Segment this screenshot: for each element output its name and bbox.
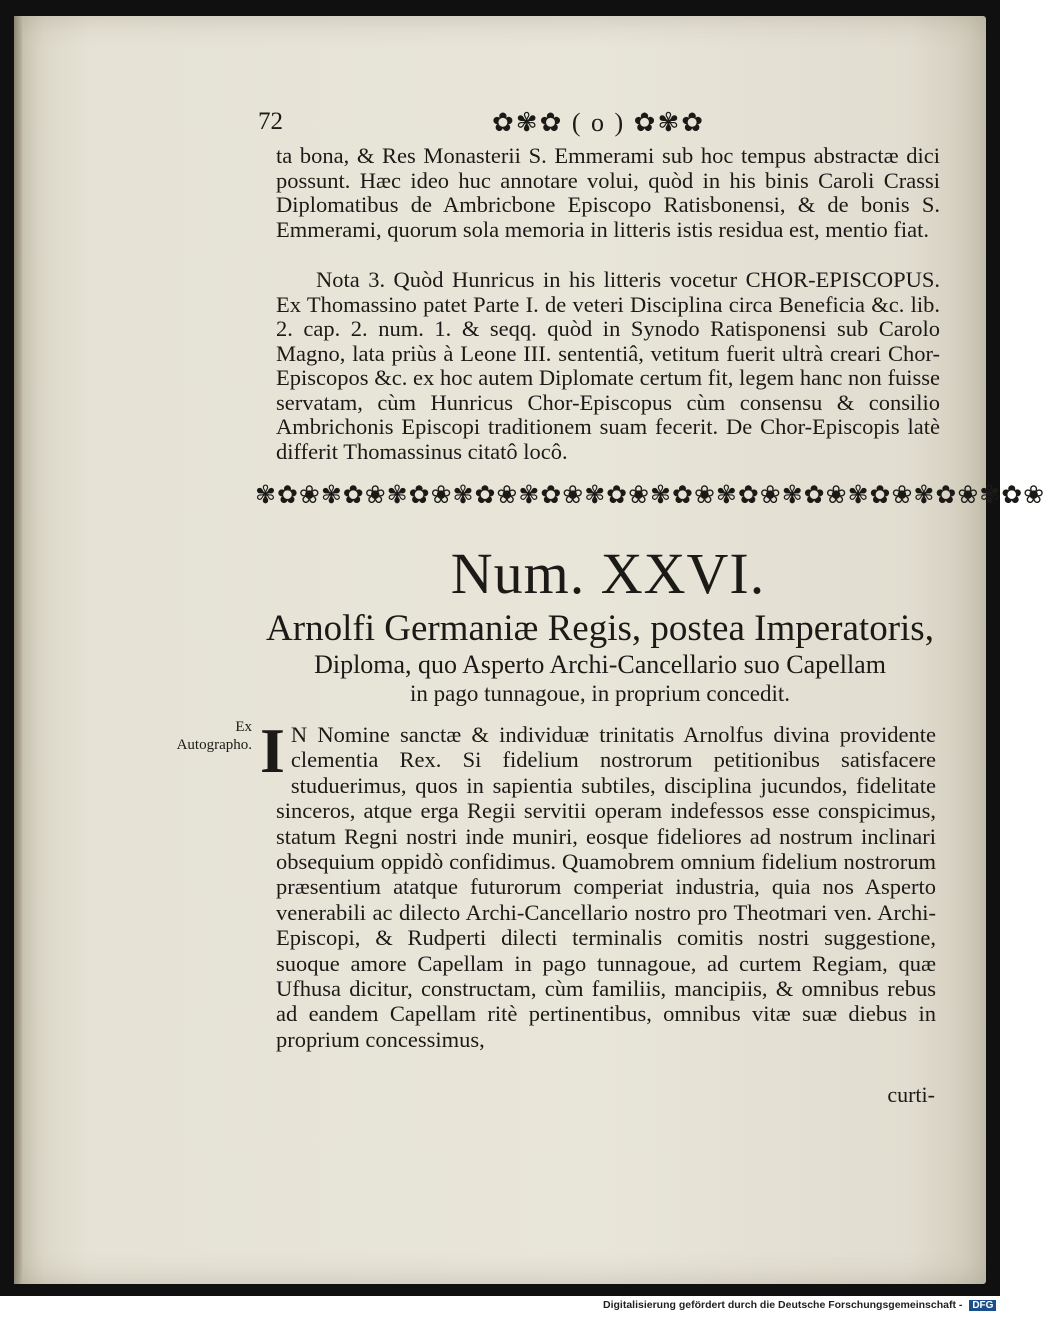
page-binding-edge [14, 16, 22, 1284]
heading-line-3: in pago tunnagoue, in proprium concedit. [409, 681, 791, 706]
header-ornament: ✿✾✿ ( o ) ✿✾✿ [492, 108, 706, 137]
catchword: curti- [887, 1082, 935, 1107]
credit-text: Digitalisierung gefördert durch die Deutsche Forschungsgemeinschaft - [603, 1299, 963, 1311]
margin-note: Ex Autographo. [176, 719, 252, 753]
intro-text: ta bona, & Res Monasterii S. Emmerami sub hoc tempus abstractæ dici possunt. Hæc ideo huc annotare volui, quòd in his binis Caroli Crassi Diplomatibus de Ambricbone Episcopo Ratisbonensi, & de bonis S. Emmerami, quorum sola memoria in litteris istis residua est, mentio fiat. [276, 143, 940, 242]
digitization-credit [603, 1299, 995, 1315]
intro-paragraph [276, 144, 940, 242]
heading-line-1: Arnolfi Germaniæ Regis, postea Imperatoris, [266, 608, 934, 649]
diploma-text: N Nomine sanctæ & individuæ trinitatis Arnolfus divina providente clementia Rex. Si fidelium nostrorum petitionibus satisfacere studuerimus, quos in sapientia subtiles, disciplina jucundos, fidelitate sinceros, atque erga Regii servitii operam indefessos esse conspicimus, statum Regni nostri inde muniri, eosque fideliores ad nostrum inclinari obsequium oppidò confidimus. Quamobrem omnium fidelium nostrorum præsentium atatque futurorum comperiat industria, quia nos Asperto venerabili ac dilecto Archi-Cancellario nostro pro Theotmari ven. Archi-Episcopi, & Rudperti dilecti terminalis comitis nostri suggestione, suoque amore Capellam in pago tunnagoue, ad curtem Regiam, quæ Ufhusa dicitur, constructam, cùm familiis, mancipiis, & omnibus rebus ad eandem Capellam ritè pertinentibus, omnibus vitæ suæ diebus in proprium concessimus, [276, 722, 936, 1052]
section-title: Num. XXVI. [450, 541, 766, 606]
dfg-logo: DFG [969, 1300, 996, 1311]
page-header [252, 108, 952, 142]
drop-cap: I [260, 715, 285, 786]
diploma-body [260, 715, 936, 1052]
page-number: 72 [258, 108, 283, 135]
nota-text: Nota 3. Quòd Hunricus in his litteris vocetur CHOR-EPISCOPUS. Ex Thomassino patet Parte I. de veteri Disciplina circa Beneficia &c. lib. 2. cap. 2. num. 1. & seqq. quòd in Synodo Ratisponensi sub Carolo Magno, lata priùs à Leone III. sententiâ, vetitum fuerit ultrà creari Chor-Episcopos &c. ex hoc autem Diplomate certum fit, legem hanc non fuisse servatam, cùm Hunricus Chor-Episcopus cùm consensu & consilio Ambrichonis Episcopi traditionem suam fecerit. De Chor-Episcopis latè differit Thomassinus citatô locô. [276, 267, 940, 464]
heading-line-2: Diploma, quo Asperto Archi-Cancellario suo Capellam [314, 650, 886, 679]
document-heading [250, 608, 950, 708]
nota-paragraph [276, 268, 940, 464]
ornamental-rule: ✾✿❀✾✿❀✾✿❀✾✿❀✾✿❀✾✿❀✾✿❀✾✿❀✾✿❀✾✿❀✾✿❀✾✿❀ [255, 482, 1045, 509]
